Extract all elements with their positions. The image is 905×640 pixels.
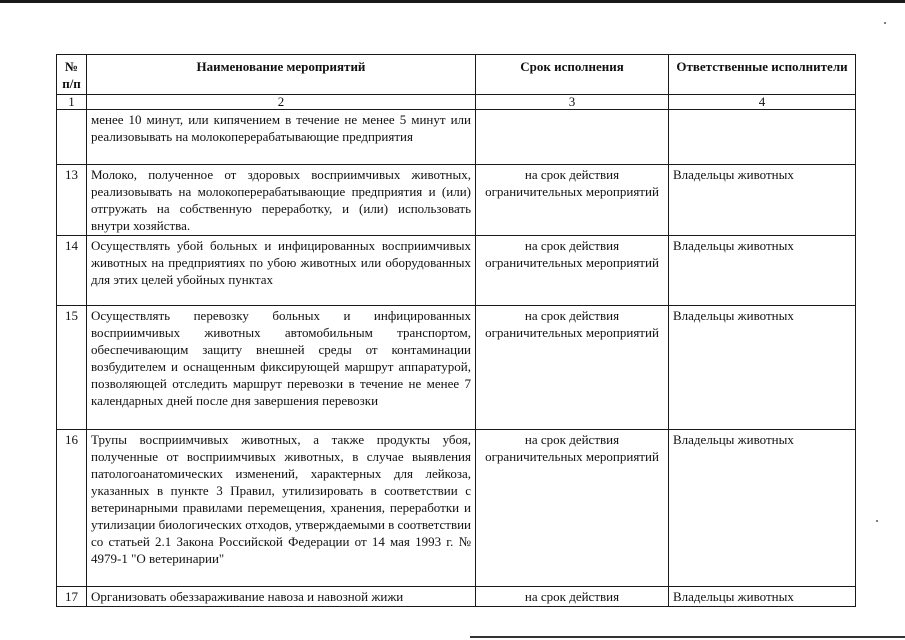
scan-bottom-edge [470, 636, 905, 638]
row-event: Трупы восприимчивых животных, а также продукты убоя, полученные от восприимчивых животных, в случае выявления патологоанатомических изменений, характерных для лейкоза, указанных в пункте 3 Правил, утилизировать в соответствии с ветеринарными правилами перемещения, хранения, переработки и утилизации биологических отходов, утверждаемыми в соответствии со статьей 2.1 Закона Российской Федерации от 14 мая 1993 г. № 4979-1 "О ветеринарии" [87, 430, 476, 587]
row-event: Организовать обеззараживание навоза и навозной жижи [87, 587, 476, 607]
measures-table [56, 54, 856, 607]
row-event: менее 10 минут, или кипячением в течение не менее 5 минут или реализовывать на молокоперерабатывающие предприятия [87, 110, 476, 165]
row-responsible: Владельцы животных [669, 430, 856, 587]
row-term: на срок действия ограничительных мероприятий [476, 430, 669, 587]
table-row [57, 110, 856, 165]
row-event: Осуществлять убой больных и инфицированных восприимчивых животных на предприятиях по убою животных или оборудованных для этих целей убойных пунктах [87, 236, 476, 306]
header-event: Наименование мероприятий [87, 55, 476, 95]
row-term: на срок действия ограничительных мероприятий [476, 236, 669, 306]
table-row [57, 587, 856, 607]
table-row [57, 165, 856, 236]
row-responsible [669, 110, 856, 165]
scan-top-edge [0, 0, 905, 3]
scan-speck [876, 520, 878, 522]
header-term: Срок исполнения [476, 55, 669, 95]
row-event: Молоко, полученное от здоровых восприимчивых животных, реализовывать на молокоперерабатывающие предприятия и (или) отгружать на собственную переработку, и (или) использовать внутри хозяйства. [87, 165, 476, 236]
row-term: на срок действия [476, 587, 669, 607]
row-number: 17 [57, 587, 87, 607]
row-number [57, 110, 87, 165]
header-responsible: Ответственные исполнители [669, 55, 856, 95]
row-term: на срок действия ограничительных мероприятий [476, 165, 669, 236]
row-term [476, 110, 669, 165]
scan-speck [884, 22, 886, 24]
row-responsible: Владельцы животных [669, 306, 856, 430]
row-term: на срок действия ограничительных мероприятий [476, 306, 669, 430]
row-number: 15 [57, 306, 87, 430]
column-number: 1 [57, 95, 87, 110]
column-number: 2 [87, 95, 476, 110]
table-header-row [57, 55, 856, 95]
table-row [57, 430, 856, 587]
row-responsible: Владельцы животных [669, 587, 856, 607]
header-number: № п/п [57, 55, 87, 95]
column-number: 3 [476, 95, 669, 110]
row-number: 16 [57, 430, 87, 587]
row-event: Осуществлять перевозку больных и инфицированных восприимчивых животных автомобильным транспортом, обеспечивающим защиту внешней среды от контаминации возбудителем и оснащенным фиксирующей маршрут аппаратурой, позволяющей отследить маршрут перевозки в течение не менее 7 календарных дней после дня завершения перевозки [87, 306, 476, 430]
column-number-row [57, 95, 856, 110]
row-number: 13 [57, 165, 87, 236]
table-row [57, 306, 856, 430]
column-number: 4 [669, 95, 856, 110]
row-responsible: Владельцы животных [669, 236, 856, 306]
row-number: 14 [57, 236, 87, 306]
row-responsible: Владельцы животных [669, 165, 856, 236]
table-row [57, 236, 856, 306]
